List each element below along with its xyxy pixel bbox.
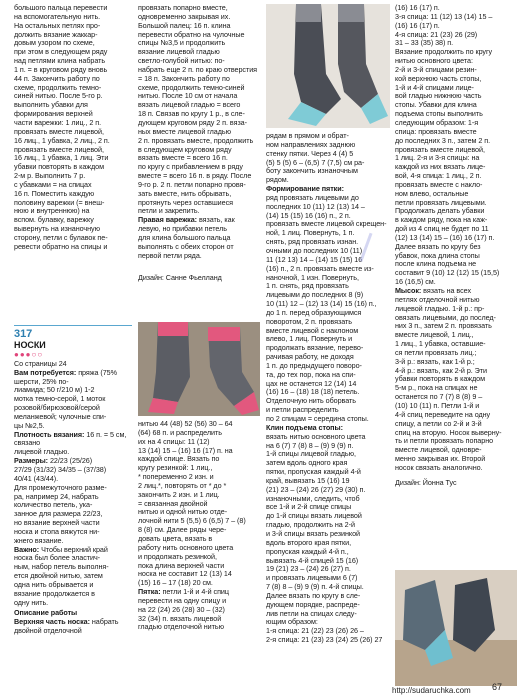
toe-line: вязать на всех [423,286,471,295]
col4-line: стопы. Убавки для клина [395,100,477,110]
col2-line: 2 п. провязать вместе, продолжить [138,135,254,145]
col2-bottom-line: их на 4 спицы: 11 (12) [138,436,210,446]
foot-gusset-line: затем вдоль одного края [266,458,348,468]
col1-line: половину варежки (= внеш- [14,197,105,207]
page-reference: Со страницы 24 [14,358,67,368]
heel-tail: по 2 спицам = середина стопы. [266,414,369,423]
toe-line: убавки повторять в каждом [395,374,486,384]
col4-line: 3-я спица: 11 (12) 13 (14) 15 – [395,11,493,21]
col1-line: сторону, петли с булавок пе- [14,232,108,242]
col2-line: вязание лицевой гладью [138,47,220,57]
col2-line: ных вместе лицевой гладью [138,126,231,136]
foot-gusset-line: пятки, пропуская каждый 4-й [266,467,361,477]
right-mitten-line: выполнять с обеих сторон от [138,241,234,251]
col1-line: 44 п. Закончить работу по [14,73,100,83]
col2-bottom-line: 13 (14) 15 – (16) 16 (17) п. на [138,445,233,455]
materials-line: розовой/бирюзовой/серой [14,403,100,413]
col2-bottom-line: кругу резинкой: 1 лиц., [138,463,213,473]
heel-shaping-line: снять, ряд провязать изнан. [266,237,359,247]
col1-line: нюю и внутреннюю) на [14,206,90,216]
col1-line: убавки повторять в каждом [14,162,105,172]
col1-line: над петлями клина набрать [14,56,106,66]
foot-gusset-line: гладью, продолжить на 2-й [266,520,355,530]
col2-line: перевести обратно на чулочные [138,29,245,39]
col2-line: = 18 п. Закончить работу по [138,73,230,83]
right-mitten-line: вязать, как [198,215,235,225]
col2-line: дующем круговом ряду 2 п. вяза- [138,117,247,127]
col2-line: нитью. После 10 см от начала [138,91,238,101]
col4-line: Вязание продолжить по кругу [395,47,493,57]
heel-shaping-line: наночной, 1 изн. Повернуть, [266,272,359,282]
foot-gusset-line: 1-й спицы лицевой гладью, [266,449,356,459]
heel-shaping-line: (14) 15 (15) 16 (16) п., 2 п. [266,210,351,220]
toe-line: останется по 7 (7) 8 (8) 9 – [395,392,483,402]
toe-line: спицу, а петли со 2-й и 3-й [395,418,482,428]
foot-gusset-line: лив петли на спицах следу- [266,608,357,618]
size-note-line: жнего вязание. [14,535,64,545]
foot-gusset-title: Клин подъема стопы: [266,422,343,432]
col4-line: петли провязать лицевыми. [395,197,487,207]
heel-shaping-line: поворотом, 2 п. провязать [266,316,352,326]
designer-credit: Дизайн: Санне Фьелланд [138,273,222,283]
col2-bottom-line: носка не составит 12 (13) 14 [138,569,232,579]
toe-line: лицевой гладью. 1-й р.: пр- [395,303,485,313]
foot-gusset-line: и 3-й спицы вязать резинкой [266,528,360,538]
col1-line: должить вязание жаккар- [14,29,98,39]
toe-line: носок связать аналогично. [395,462,483,472]
foot-gusset-line: вдоль второго края пятки, [266,537,352,547]
col3-cap-line: рядам в прямом и обрат- [266,131,349,140]
col2-line: провязать попарно вместе, [138,3,228,12]
toe-line: 5-м р., пока на спицах не [395,383,478,393]
col2-bottom-line: довать цвета, вязать в [138,533,213,543]
col4-line: провязать вместе с накло- [395,179,483,189]
col2-bottom-line: лочной нити 5 (5,5) 6 (6,5) 7 – (8) [138,516,246,526]
col2-line: 9-го р. 2 п. петли попарно провя- [138,179,246,189]
heel-shaping-line: 1 п. снять, ряд провязать [266,281,349,291]
heel-shaping-title: Формирование пятки: [266,184,344,194]
col4-line: каждой из них вязать лице- [395,162,486,172]
col1-line: 2-м р. Выполнить 7 р. [14,171,86,181]
col1-line: провязать вместе лицевой, [14,144,104,154]
designer-credit-2: Дизайн: Йонна Тус [395,477,457,487]
right-mitten-label: Правая варежка: [138,215,198,225]
col2-line: схеме, продолжить темно-синей [138,82,245,92]
materials-line: пряжа (75% шерсти, 25% по- [14,367,117,386]
heel-shaping-line: вместе лицевой с наклоном [266,325,359,335]
right-mitten-line: первой петли ряда. [138,250,202,260]
col1-line: схеме, продолжить темно- [14,82,102,92]
col4-line: Продолжать делать убавки [395,206,485,216]
col2-bottom-line: 8 (8) см. Далее ряды чере- [138,525,227,535]
col4-line: следующим образом: 1-я [395,117,479,127]
col2-bottom-line: закончить 2 изн. и 1 лиц. [138,489,220,499]
heel-shaping-line: 1 п. до предыдущего поворо- [266,360,362,370]
sizes-line: 27/29 (31/32) 34/35 – (37/38) [14,464,107,474]
col2-bottom-line: каждой спице. Вязать по [138,454,220,464]
col1-line: 16 лиц., 1 убавка, 2 лиц., 2 п. [14,135,110,145]
foot-gusset-line: Далее вязать по кругу в сле- [266,590,361,600]
pattern-number: 317 [14,328,33,340]
foot-gusset-line: все 1-й и 2-й спице спицы [266,502,352,512]
heel-shaping-line: влево, 1 лиц. Повернуть и [266,334,353,344]
foot-gusset-line: и провязать лицевыми 6 (7) [266,573,358,583]
col4-line: кой верхнюю часть стопы, [395,73,482,83]
col4-line: ном влево, остальные [395,188,469,198]
foot-gusset-line: дующем порядке, распреде- [266,599,360,609]
materials-line: цы №2,5. [14,420,45,430]
col1-line: вывернуть на изнаночную [14,224,100,234]
important-line: ется двойной нитью, затем [14,571,103,581]
right-mitten-line: для клина большого пальца [138,232,231,242]
heel-shaping-line: (16) п., 2 п. провязать вместе из- [266,263,374,273]
foot-gusset-line: на 6 (7) 7 (8) 8 – (9) 9 (9) п. [266,440,354,450]
col2-line: светло-голубой нитью: по- [138,56,225,66]
heel-shaping-line: цах не останется 12 (14) 14 [266,378,357,388]
upper-line: набрать двойной отделочной [14,617,119,636]
foot-gusset-line: пропуская каждый 4-й п., [266,546,349,556]
col2-bottom-line: (64) 68 п. и распределить [138,427,222,437]
col2-bottom-line: работу нить основного цвета [138,542,234,552]
important-line: Чтобы верхний край [41,544,108,554]
col1-line: На остальных петлях про- [14,20,101,30]
col4-line: (12) 13 (14) 15 – (16) 16 (17) п. [395,232,495,242]
heel-line: петли 1-й и 4-й спиц [162,587,229,597]
toe-label: Мысок: [395,286,422,295]
col3-cap-line: рядом. [266,175,289,185]
col4-line: 1-й и 4-й спицами лице- [395,82,474,92]
heel-shaping-line: последних 10 (11) 12 (13) 14 – [266,201,365,211]
important-line: одна нить обрывается и [14,579,94,589]
toe-line: (10) 10 (11) п. Петли 1-й и [395,400,480,410]
important-line: вязание продолжается в [14,588,95,598]
size-note-line: но вязание верхней части [14,518,100,528]
toe-line: петлях отделочной нитью [395,294,480,304]
heel-shaping-line: провязать вместе лицевой скрещен- [266,219,387,229]
col4-line: Далее вязать по кругу без [395,241,481,251]
col4-line: до последних 3 п., затем 2 п. [395,135,491,145]
col1-line: выполнить убавки для [14,100,88,110]
col1-line: 16 лиц., 1 убавка, 1 лиц. Эти [14,153,109,163]
toe-line: 3-й р.: вязать, как 1-й р.; [395,356,475,366]
col4-line: спица: провязать вместе [395,126,477,136]
col2-line: вместе = всего 16 п. в ряду. После [138,171,252,181]
toe-line: ть и петли провязать попарно [395,436,494,446]
size-note-line: носка и стопа вяжутся ни- [14,526,100,536]
col4-line: 31 – 33 (35) 38) п. [395,38,454,48]
heel-shaping-line: и петли распределить [266,405,339,415]
size-note-line: количество петель, ука- [14,500,93,510]
materials-line: лиамида; 50 г/210 м) 1-2 [14,385,95,395]
column-1-text [14,4,127,252]
pattern-title: НОСКИ [14,340,46,350]
foot-gusset-line: 2-я спица: 21 (23) 23 (24) 25 (26) 27 [266,635,383,645]
size-note-line: занное для размера 22/23, [14,509,103,519]
col1-line: на вспомогательную нить. [14,11,101,21]
foot-gusset-line: 1-я спица: 21 (22) 23 (26) 26 – [266,626,364,636]
heel-label: Пятка: [138,587,161,597]
col4-line: 1 лиц. 2-я и 3-я спицы: на [395,153,480,163]
col1-line: ревести обратно на спицы и [14,241,108,251]
col3-cap-line: стенку пятки. Через 4 (4) 5 [266,148,354,158]
col2-line: набрать еще 2 п. по краю отверстия [138,64,258,74]
col4-line: вой гладью нижнюю часть [395,91,482,101]
col2-line: Большой палец: 16 п. клина [138,20,231,30]
important-line: ным, набор петель выполня- [14,562,109,572]
col2-bottom-line: 2 лиц.*, повторять от * до * [138,480,227,490]
column-3-text [266,132,392,645]
column-2-bottom [138,420,258,632]
col1-line: вспом. булавку, варежку [14,215,94,225]
sizes-line: 40/41 (43/44). [14,473,59,483]
col2-line: вязать вместе = всего 16 п. [138,153,228,163]
heel-shaping-line: та, до тех пор, пока на спи- [266,369,356,379]
foot-gusset-line: изнаночными, следить, чтоб [266,493,360,503]
col1-line: довым узором по схеме, [14,38,95,48]
col1-line: с убавками = на спицах [14,179,92,189]
col1-line: синей нитью. После 5-го р. [14,91,103,101]
toe-line: 4-й спиц переведите на одну [395,409,491,419]
work-title: Описание работы [14,608,78,618]
sizes-line: 22/23 (25/26) [49,456,93,466]
watermark: http://sudaruchka.com [392,686,471,695]
heel-line: на 22 (24) 26 (28) 30 – (32) [138,604,225,614]
pattern-block [14,322,132,636]
col3-cap-line: ном направлениях заднюю [266,139,356,149]
heel-shaping-line: Отделочную нить оборвать [266,396,356,406]
foot-gusset-line: ющим образом: [266,617,318,627]
socks-photo-bottom [395,570,517,686]
col4-line: (16) 16 (17) п. [395,3,440,12]
col2-bottom-line: = связанная двойной [138,498,208,508]
foot-gusset-line: до 1-й спицы вязать лицевой [266,511,362,521]
toe-line: них 3 п., затем 2 п. провязать [395,321,492,331]
materials-label: Вам потребуется: [14,367,77,377]
toe-line: вместе лицевой, 1 лиц., [395,330,474,340]
toe-line: овязать лицевыми, до послед- [395,312,496,322]
col2-line: 18 п. Связав по кругу 1 р., в сле- [138,109,245,119]
col4-line: подъема стопы выполнить [395,109,483,119]
pink-socks-photo [138,322,260,416]
col2-line: зать вместе, нить обрывать, [138,188,232,198]
important-line: носка был более эластич- [14,553,101,563]
col4-line: 2-й и 3-й спицами резин- [395,64,477,74]
heel-line: гладью отделочной нитью [138,622,224,632]
heel-shaping-line: до 1 п. перед образующимся [266,307,362,317]
density-label: Плотность вязания: [14,429,85,439]
toe-line: 1 лиц., 1 убавка, оставшие- [395,339,486,349]
socks-photo-top [266,4,390,128]
heel-shaping-line: 10 (11) 12 – (12) 13 (14) 15 (16) п., [266,299,377,309]
column-4-text [395,4,517,488]
foot-gusset-line: вязать нитью основного цвета [266,431,366,441]
toe-line: менно закрывая их. Второй [395,454,486,464]
page-number: 67 [492,682,503,692]
col2-line: протянуть через оставшиеся [138,197,233,207]
col1-line: большого пальца перевести [14,3,108,12]
col4-line: составит 9 (10) 12 (12) 15 (15,5) [395,268,500,278]
col2-bottom-line: (15) 16 – 17 (18) 20 см. [138,578,213,588]
col1-line: провязать вместе лицевой, [14,126,104,136]
col4-line: (16) 16 (17) п. [395,20,440,30]
col4-line: 4-я спица: 21 (23) 26 (29) [395,29,478,39]
col1-line: 1 п. = в круговом ряду вновь [14,64,108,74]
col2-bottom-line: и продолжать резинкой, [138,551,217,561]
important-label: Важно: [14,544,40,554]
heel-shaping-line: ряд провязать лицевыми до [266,192,359,202]
column-2-text [138,4,258,283]
toe-line: ся петли провязать лиц.; [395,347,477,357]
toe-line: вместе лицевой, одновре- [395,445,482,455]
col4-line: после клина подъема не [395,259,477,269]
foot-gusset-line: край, вывязать 15 (16) 19 [266,475,350,485]
col1-line: при этом в следующем ряду [14,47,108,57]
size-note-line: Для промежуточного разме- [14,482,107,492]
right-mitten-line: левую, но прибавки петель [138,224,227,234]
materials-line: меланжевой; чулочные спи- [14,411,107,421]
col1-line: формирования верхней [14,109,93,119]
toe-line: спиц на вторую. Носок выверну- [395,427,502,437]
col3-cap-line: боту закончить изнаночным [266,166,358,176]
col4-line: в каждом ряду, пока на каж- [395,215,488,225]
col2-line: по кругу с прибавлением в ряду [138,162,243,172]
heel-shaping-line: очными до последних 10 (11) [266,245,363,255]
heel-shaping-line: лицевыми до последних 8 (9) [266,290,364,300]
divider [14,325,132,326]
col2-bottom-line: * попеременно 2 изн. и [138,472,214,482]
heel-line: перевести на одну спицу и [138,595,227,605]
difficulty-dots: ●●●○○ [14,350,44,359]
col1-line: части варежки: 1 лиц., 2 п. [14,117,102,127]
heel-line: 32 (34) п. вязать лицевой [138,613,222,623]
col1-line: 16 п. Поместить каждую [14,188,95,198]
col2-bottom-line: пока длина верхней части [138,560,225,570]
heel-shaping-line: 11 (12 13) 14 – (14) 15 (15) 16 [266,254,363,264]
col2-line: петли и закрепить. [138,206,200,216]
col4-line: провязать вместе лицевой, [395,144,485,154]
materials-line: мотка темно-серой, 1 моток [14,394,106,404]
foot-gusset-line: вывязать 4-й спицей 15 (16) [266,555,359,565]
foot-gusset-line: (21) 23 – (24) 26 (27) 29 (30) п. [266,484,366,494]
upper-part-label: Верхняя часть носка: [14,617,90,627]
col4-line: вой, 4-я спица: 1 лиц., 2 п. [395,171,482,181]
watermark-diagonal: — [343,227,386,267]
density-line: 16 п. = 5 см, связано [14,429,127,448]
heel-shaping-line: рачивая работу, не доходя [266,352,354,362]
col4-line: дой из 4 спиц не будет по 11 [395,224,489,234]
toe-line: 4-й р.: вязать, как 2-й р. Эти [395,365,487,375]
col2-line: одновременно закрывая их. [138,11,231,21]
col2-line: вязать лицевой гладью = всего [138,100,241,110]
col2-bottom-line: нитью 44 (48) 52 (56) 30 – 64 [138,419,233,428]
density-line: лицевой гладью. [14,447,70,457]
col4-line: нитью основного цвета: [395,56,473,66]
col4-line: убавок, пока длина стопы [395,250,480,260]
col2-line: в следующем круговом ряду [138,144,232,154]
col4-line: 16 (16,5) см. [395,277,436,287]
sizes-label: Размеры: [14,456,49,466]
foot-gusset-line: 19 (21) 23 – (24) 26 (27) п. [266,564,351,574]
heel-shaping-line: продолжать вязание, перево- [266,343,364,353]
heel-shaping-line: (16) 16 – (18) 18 (18) петель. [266,387,360,397]
col2-line: спицы №3,5 и продолжить [138,38,226,48]
size-note-line: ра, например 24, набрать [14,491,99,501]
col3-cap-line: (5) 5 (5) 6 – (6,5) 7 (7,5) см ра- [266,157,365,167]
foot-gusset-line: 7 (8) 8 – (9) 9 (9) п. 4-й спицы. [266,582,364,592]
col2-bottom-line: нитью и одной нитью отде- [138,507,228,517]
important-line: одну нить. [14,597,49,607]
heel-shaping-line: ной, 1 лиц. Повернуть, 1 п. [266,228,355,238]
